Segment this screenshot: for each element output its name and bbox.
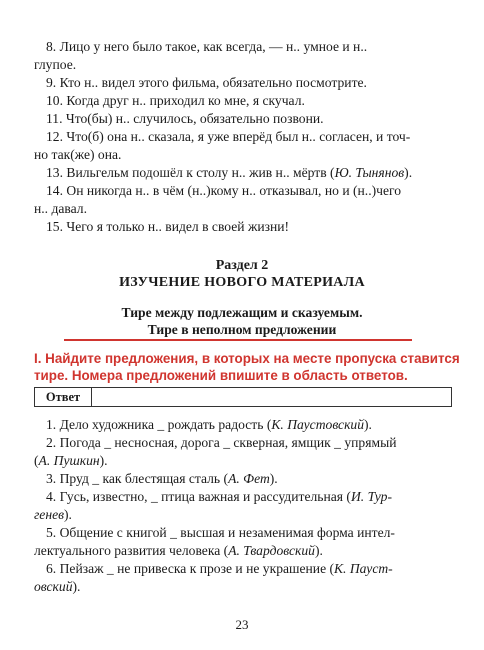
author-name: К. Пауст- [334, 561, 393, 576]
sentence-line [34, 452, 108, 470]
sentence-line [34, 542, 323, 560]
line-text: 6. Пейзаж _ не привеска к прозе и не украшение ( [46, 561, 335, 576]
author-name: генев [34, 507, 65, 522]
page-number: 23 [235, 617, 249, 632]
section-label: Раздел 2 [215, 258, 269, 273]
topic-title: Тире между подлежащим и сказуемым. [121, 305, 363, 320]
sentence-line: 5. Общение с книгой _ высшая и незаменимая форма интел- [46, 525, 395, 540]
topic-divider [64, 339, 412, 341]
line-text: ). [364, 417, 372, 432]
exercise-line: 15. Чего я только н.. видел в своей жизни! [46, 219, 290, 234]
sentence-line: 2. Погода _ несносная, дорога _ скверная, ямщик _ упрямый [46, 435, 397, 450]
sentence-line [46, 560, 393, 578]
exercise-line: 8. Лицо у него было такое, как всегда, — н.. умное и н.. [46, 39, 368, 54]
exercise-line: 11. Что(бы) н.. случилось, обязательно позвони. [46, 111, 324, 126]
line-text: ). [314, 543, 323, 558]
author-name: А. Твардовский [228, 543, 315, 558]
author-name: А. Пушкин [38, 453, 100, 468]
author-name: овский [34, 579, 73, 594]
answer-label: Ответ [35, 388, 92, 406]
line-text: ). [269, 471, 278, 486]
line-text: ). [99, 453, 108, 468]
author-name: Ю. Тынянов [334, 165, 405, 180]
exercise-line: н.. давал. [34, 201, 87, 216]
exercise-line: но так(же) она. [34, 147, 122, 162]
sentence-line [46, 416, 372, 434]
line-text: 13. Вильгельм подошёл к столу н.. жив н.. мёртв ( [46, 165, 335, 180]
author-name: И. Тур- [350, 489, 392, 504]
author-name: А. Фет [228, 471, 270, 486]
exercise-line: 9. Кто н.. видел этого фильма, обязательно посмотрите. [46, 75, 367, 90]
line-text: 3. Пруд _ как блестящая сталь ( [46, 471, 229, 486]
section-title: ИЗУЧЕНИЕ НОВОГО МАТЕРИАЛА [119, 275, 365, 290]
exercise-line: 14. Он никогда н.. в чём (н..)кому н.. отказывал, но и (н..)чего [46, 183, 402, 198]
line-text: 4. Гусь, известно, _ птица важная и рассудительная ( [46, 489, 351, 504]
exercise-line: 10. Когда друг н.. приходил ко мне, я скучал. [46, 93, 305, 108]
exercise-line: 12. Что(б) она н.. сказала, я уже вперёд был н.. согласен, и точ- [46, 129, 411, 144]
exercise-line [46, 164, 412, 182]
author-name: К. Паустовский [271, 417, 365, 432]
line-text: ). [64, 507, 72, 522]
answer-field[interactable] [34, 387, 452, 407]
sentence-line [34, 578, 80, 596]
sentence-line [46, 470, 278, 488]
exercise-line: глупое. [34, 57, 77, 72]
line-text: ( [34, 453, 39, 468]
line-text: лектуального развития человека ( [34, 543, 229, 558]
line-text: ). [72, 579, 81, 594]
sentence-line [34, 506, 72, 524]
line-text: ). [404, 165, 413, 180]
sentence-line [46, 488, 392, 506]
topic-subtitle: Тире в неполном предложении [147, 322, 337, 337]
task-instruction: тире. Номера предложений впишите в область ответов. [34, 368, 408, 383]
line-text: 1. Дело художника _ рождать радость ( [46, 417, 272, 432]
task-instruction: I. Найдите предложения, в которых на месте пропуска ставится [34, 351, 460, 366]
